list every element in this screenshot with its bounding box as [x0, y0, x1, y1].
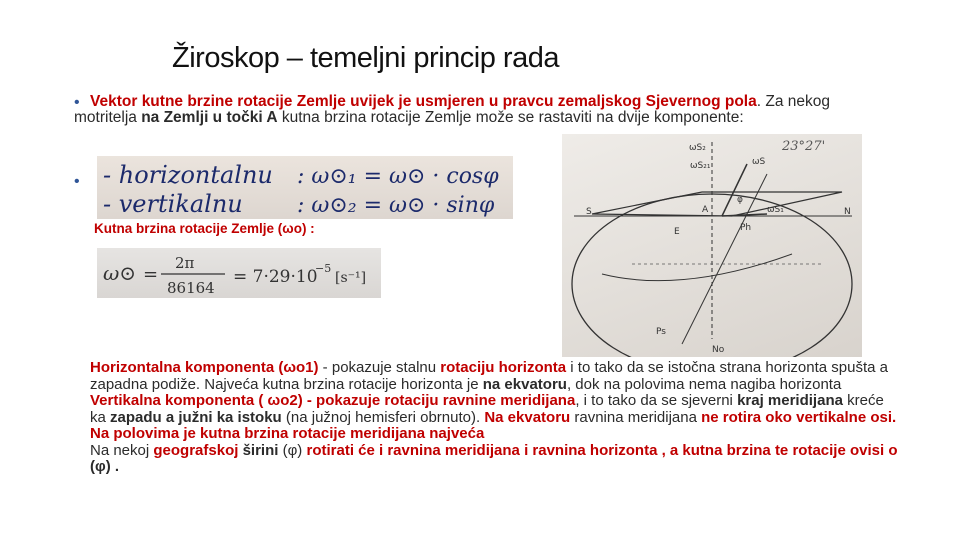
diagram-label-s: S — [586, 207, 592, 217]
handwritten-components-svg — [97, 156, 513, 219]
diagram-label-a: A — [702, 205, 709, 215]
h-text-2: i to tako da se istočna strana horizonta spušta a zapadna podiže. Najveća kutna brzina rotacije horizonta je — [90, 359, 888, 393]
hw-line1-label: - horizontalnu — [103, 161, 273, 189]
v-text-4: ravnina meridijana — [570, 408, 702, 426]
h-bold-1: rotaciju horizonta — [440, 359, 567, 376]
v-bold-2: kraj meridijana — [737, 392, 843, 409]
intro-highlight: Vektor kutne brzine rotacije Zemlje uvijek je usmjeren u pravcu zemaljskog Sjevernog pola — [90, 93, 757, 110]
earth-axis — [682, 174, 767, 344]
explanation-paragraph — [90, 360, 900, 476]
hw-line2-formula: : ω⊙₂ = ω⊙ · sinφ — [297, 193, 495, 218]
v-red-2: ne rotira oko vertikalne osi. Na polovima je kutna brzina rotacije meridijana najveća — [90, 408, 897, 442]
diagram-label-ws21: ωS₂₁ — [690, 161, 711, 171]
diagram-label-no: No — [712, 345, 725, 355]
g-bold-1: širini — [238, 441, 279, 459]
vertical-component-text — [90, 393, 900, 443]
hw-line1-formula: : ω⊙₁ = ω⊙ · cosφ — [297, 164, 499, 189]
meridian-arc — [602, 254, 792, 281]
formula-denominator: 86164 — [167, 279, 215, 297]
intro-bold: na Zemlji u točki A — [141, 109, 278, 126]
v-bold-1: ( ωo2) - pokazuje rotaciju ravnine meridijana — [254, 392, 576, 409]
h-text-3: , dok na polovima nema nagiba horizonta — [566, 375, 842, 393]
g-text-1: Na nekoj — [90, 441, 154, 459]
intro-paragraph — [74, 94, 894, 126]
diagram-label-obliquity: 23°27' — [782, 139, 826, 154]
diagram-label-e: E — [674, 227, 680, 237]
angular-velocity-formula-photo — [97, 248, 381, 298]
formula-equals: = — [143, 264, 159, 285]
h-text-1: - pokazuje stalnu — [318, 359, 441, 376]
handwritten-components-photo — [97, 156, 513, 219]
diagram-label-ws: ωS — [752, 157, 766, 167]
diagram-label-n: N — [844, 207, 851, 217]
bullet-marker: • — [74, 94, 80, 111]
v-text-3: (na južnoj hemisferi obrnuto). — [281, 408, 485, 426]
diagram-label-ws2: ωS₂ — [689, 143, 706, 153]
formula-rhs: = 7·29·10 — [233, 267, 318, 287]
diagram-label-ph: Ph — [740, 223, 752, 233]
hw-line2-label: - vertikalnu — [103, 190, 243, 218]
intro-text-end: kutna brzina rotacije Zemlje može se rastaviti na dvije komponente: — [277, 109, 744, 126]
formula-lhs: ω⊙ — [103, 261, 137, 285]
earth-rotation-diagram-photo — [562, 134, 862, 357]
horizontal-component-text — [90, 360, 900, 393]
v-text-2: kreće ka — [90, 392, 884, 426]
formula-unit: [s⁻¹] — [335, 270, 367, 286]
intro-text: . Za nekog motritelja — [74, 93, 830, 126]
vertical-component-title: Vertikalna komponenta — [90, 392, 255, 409]
h-bold-2: na ekvatoru — [482, 375, 567, 393]
horizontal-component-title: Horizontalna komponenta (ωo1) — [90, 359, 319, 376]
horizon-plane — [592, 192, 842, 216]
v-text-1: , i to tako da se sjeverni — [575, 392, 738, 409]
bullet-marker-2: • — [74, 173, 80, 190]
g-red-1: geografskoj — [153, 441, 239, 459]
diagram-label-ps: Ps — [656, 327, 666, 337]
g-text-2: (φ) — [278, 441, 307, 459]
diagram-label-phi: φ — [737, 195, 743, 205]
earth-rotation-diagram — [562, 134, 862, 357]
g-text-3: (φ) . — [90, 458, 120, 475]
v-red-1: Na ekvatoru — [484, 408, 571, 426]
angular-velocity-caption: Kutna brzina rotacije Zemlje (ωo) : — [94, 221, 315, 236]
omega-s-vector — [722, 164, 747, 216]
diagram-label-ws1: ωS₁ — [767, 205, 784, 215]
slide-title: Žiroskop – temeljni princip rada — [172, 42, 559, 74]
latitude-text — [90, 443, 900, 476]
formula-exponent: −5 — [315, 262, 332, 275]
formula-svg — [97, 248, 381, 298]
g-bold-2: rotirati će i ravnina meridijana i ravnina horizonta , a kutna brzina te rotacije ovisi o — [306, 441, 898, 459]
formula-numerator: 2π — [175, 254, 195, 272]
v-bold-3: zapadu a južni ka istoku — [110, 408, 282, 426]
